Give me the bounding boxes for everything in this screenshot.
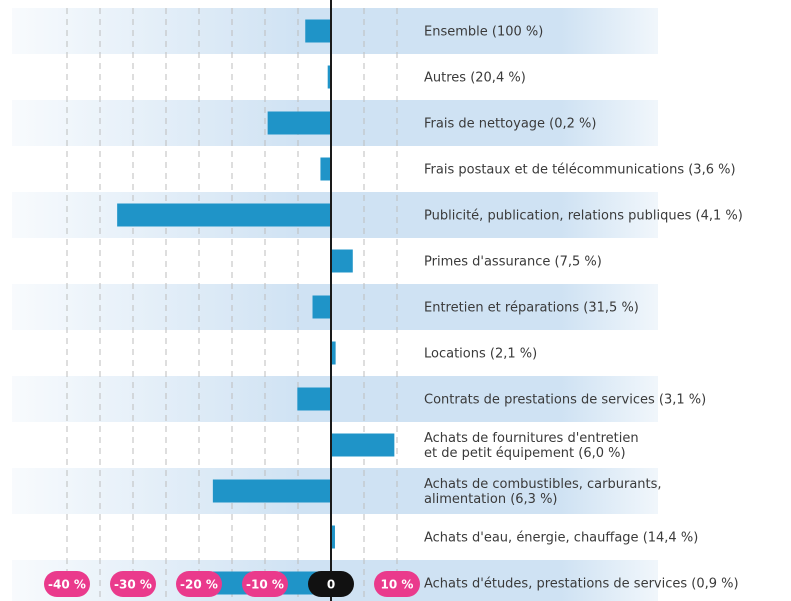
bar [213, 480, 331, 503]
category-label: Frais de nettoyage (0,2 %) [424, 116, 597, 132]
category-label: Locations (2,1 %) [424, 346, 538, 362]
category-label: Autres (20,4 %) [424, 70, 526, 86]
bar [313, 296, 331, 319]
category-label: et de petit équipement (6,0 %) [424, 446, 626, 461]
tick-label: -40 % [48, 577, 86, 592]
category-label: Contrats de prestations de services (3,1 %) [424, 392, 707, 408]
category-label: Publicité, publication, relations publiques (4,1 %) [424, 208, 743, 224]
category-label: Achats de fournitures d'entretien [424, 431, 639, 446]
category-label: alimentation (6,3 %) [424, 492, 558, 507]
tick-label: -20 % [180, 577, 218, 592]
bar [268, 112, 331, 135]
tick-label: 0 [326, 577, 336, 592]
category-label: Achats de combustibles, carburants, [424, 477, 662, 492]
category-label: Frais postaux et de télécommunications (3,6 %) [424, 162, 736, 178]
category-label: Primes d'assurance (7,5 %) [424, 254, 602, 270]
bar [320, 158, 331, 181]
category-label: Ensemble (100 %) [424, 24, 544, 40]
tick-label: -10 % [246, 577, 284, 592]
tick-label: 10 % [380, 577, 414, 592]
category-label: Achats d'eau, énergie, chauffage (14,4 %) [424, 530, 699, 546]
bar [297, 388, 331, 411]
bar [331, 434, 394, 457]
bar [331, 250, 353, 273]
category-label: Entretien et réparations (31,5 %) [424, 300, 639, 316]
bar [117, 204, 331, 227]
row-band [12, 8, 658, 54]
bar [305, 20, 331, 43]
tick-label: -30 % [114, 577, 152, 592]
category-label: Achats d'études, prestations de services (0,9 %) [424, 576, 739, 592]
